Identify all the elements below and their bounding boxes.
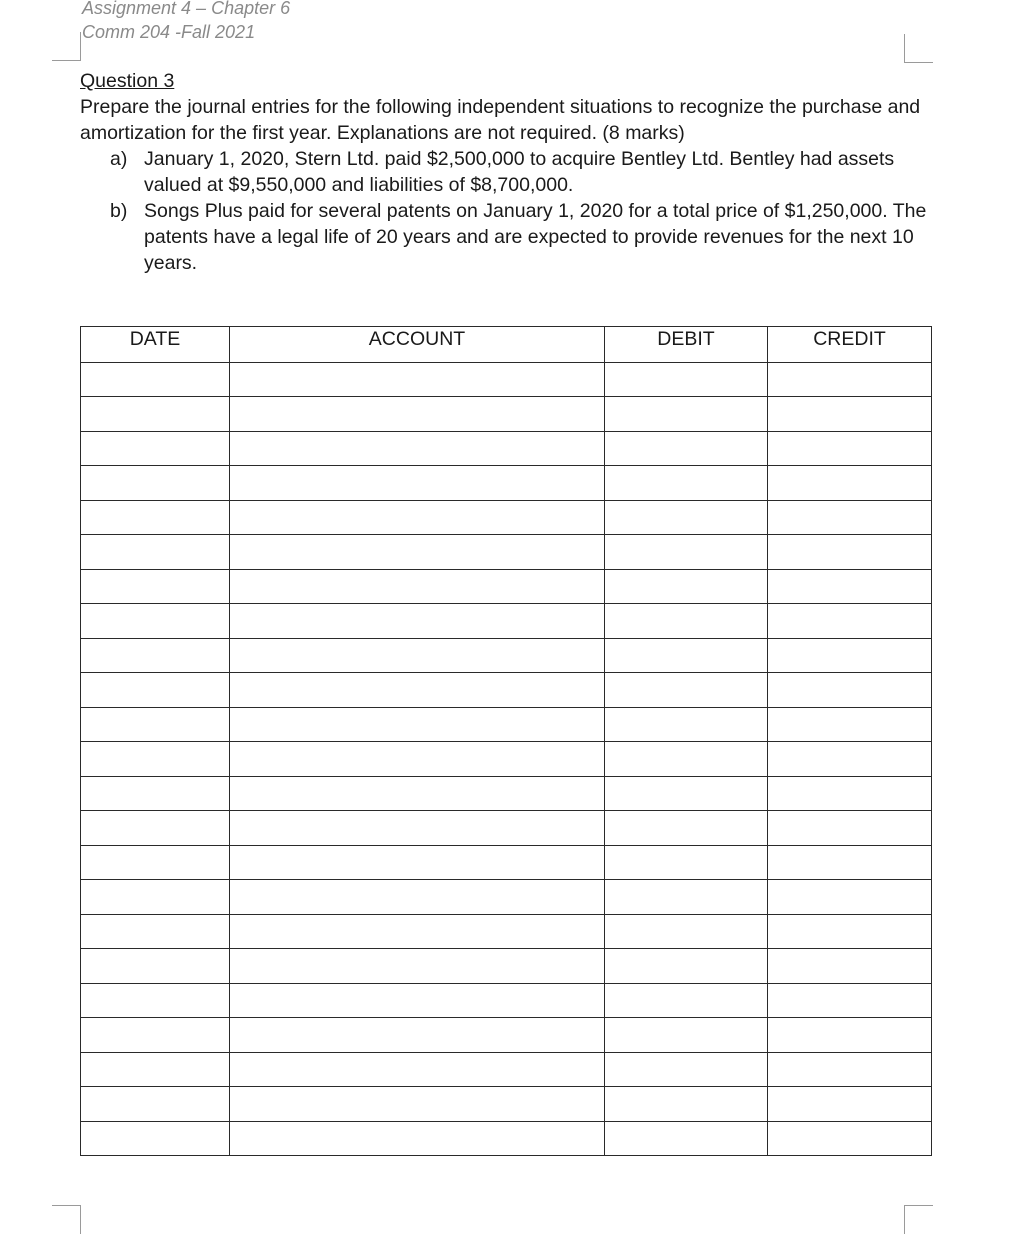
column-header-credit: CREDIT <box>768 327 932 363</box>
account-cell[interactable] <box>230 1018 605 1053</box>
account-cell[interactable] <box>230 1121 605 1156</box>
debit-cell[interactable] <box>605 569 768 604</box>
debit-cell[interactable] <box>605 742 768 777</box>
date-cell[interactable] <box>81 604 230 639</box>
account-cell[interactable] <box>230 431 605 466</box>
crop-mark-bottom-right <box>904 1205 933 1234</box>
account-cell[interactable] <box>230 845 605 880</box>
credit-cell[interactable] <box>768 776 932 811</box>
table-row <box>81 845 932 880</box>
credit-cell[interactable] <box>768 604 932 639</box>
credit-cell[interactable] <box>768 431 932 466</box>
date-cell[interactable] <box>81 673 230 708</box>
credit-cell[interactable] <box>768 397 932 432</box>
date-cell[interactable] <box>81 914 230 949</box>
debit-cell[interactable] <box>605 1052 768 1087</box>
table-row <box>81 914 932 949</box>
assignment-title: Assignment 4 – Chapter 6 <box>82 0 291 18</box>
account-cell[interactable] <box>230 397 605 432</box>
question-item-a <box>80 146 930 198</box>
account-cell[interactable] <box>230 535 605 570</box>
credit-cell[interactable] <box>768 673 932 708</box>
credit-cell[interactable] <box>768 983 932 1018</box>
date-cell[interactable] <box>81 638 230 673</box>
credit-cell[interactable] <box>768 500 932 535</box>
debit-cell[interactable] <box>605 811 768 846</box>
item-text: Songs Plus paid for several patents on January 1, 2020 for a total price of $1,250,000. The patents have a legal life of 20 years and are expected to provide revenues for the next 10 years. <box>144 200 927 274</box>
item-marker: a) <box>110 148 128 170</box>
table-row <box>81 569 932 604</box>
table-row <box>81 673 932 708</box>
debit-cell[interactable] <box>605 776 768 811</box>
credit-cell[interactable] <box>768 535 932 570</box>
table-row <box>81 776 932 811</box>
table-row <box>81 983 932 1018</box>
debit-cell[interactable] <box>605 914 768 949</box>
debit-cell[interactable] <box>605 1018 768 1053</box>
account-cell[interactable] <box>230 362 605 397</box>
date-cell[interactable] <box>81 845 230 880</box>
date-cell[interactable] <box>81 983 230 1018</box>
account-cell[interactable] <box>230 569 605 604</box>
table-row <box>81 811 932 846</box>
table-row <box>81 1018 932 1053</box>
table-header-row <box>81 327 932 363</box>
date-cell[interactable] <box>81 742 230 777</box>
credit-cell[interactable] <box>768 811 932 846</box>
debit-cell[interactable] <box>605 466 768 501</box>
date-cell[interactable] <box>81 397 230 432</box>
credit-cell[interactable] <box>768 914 932 949</box>
credit-cell[interactable] <box>768 1052 932 1087</box>
table-row <box>81 638 932 673</box>
column-header-debit: DEBIT <box>605 327 768 363</box>
journal-body <box>81 362 932 1156</box>
table-row <box>81 1052 932 1087</box>
date-cell[interactable] <box>81 500 230 535</box>
account-cell[interactable] <box>230 707 605 742</box>
credit-cell[interactable] <box>768 638 932 673</box>
credit-cell[interactable] <box>768 845 932 880</box>
account-cell[interactable] <box>230 604 605 639</box>
table-row <box>81 1087 932 1122</box>
debit-cell[interactable] <box>605 638 768 673</box>
column-header-account: ACCOUNT <box>230 327 605 363</box>
journal-entry-table <box>80 326 932 1156</box>
question-item-b <box>80 198 930 276</box>
credit-cell[interactable] <box>768 949 932 984</box>
debit-cell[interactable] <box>605 1087 768 1122</box>
crop-mark-bottom-left <box>52 1205 81 1234</box>
credit-cell[interactable] <box>768 1087 932 1122</box>
credit-cell[interactable] <box>768 569 932 604</box>
debit-cell[interactable] <box>605 880 768 915</box>
debit-cell[interactable] <box>605 845 768 880</box>
account-cell[interactable] <box>230 500 605 535</box>
table-row <box>81 880 932 915</box>
table-row <box>81 949 932 984</box>
crop-mark-top-left <box>52 32 81 61</box>
account-cell[interactable] <box>230 466 605 501</box>
account-cell[interactable] <box>230 638 605 673</box>
table-row <box>81 535 932 570</box>
date-cell[interactable] <box>81 466 230 501</box>
date-cell[interactable] <box>81 707 230 742</box>
account-cell[interactable] <box>230 1087 605 1122</box>
date-cell[interactable] <box>81 776 230 811</box>
table-row <box>81 466 932 501</box>
account-cell[interactable] <box>230 949 605 984</box>
debit-cell[interactable] <box>605 431 768 466</box>
table-row <box>81 500 932 535</box>
question-items <box>80 146 930 276</box>
credit-cell[interactable] <box>768 362 932 397</box>
credit-cell[interactable] <box>768 1121 932 1156</box>
date-cell[interactable] <box>81 1121 230 1156</box>
column-header-date: DATE <box>81 327 230 363</box>
date-cell[interactable] <box>81 535 230 570</box>
date-cell[interactable] <box>81 880 230 915</box>
table-row <box>81 1121 932 1156</box>
debit-cell[interactable] <box>605 949 768 984</box>
account-cell[interactable] <box>230 880 605 915</box>
debit-cell[interactable] <box>605 983 768 1018</box>
credit-cell[interactable] <box>768 466 932 501</box>
debit-cell[interactable] <box>605 1121 768 1156</box>
debit-cell[interactable] <box>605 535 768 570</box>
question-section <box>80 68 930 276</box>
date-cell[interactable] <box>81 1018 230 1053</box>
item-marker: b) <box>110 200 128 222</box>
account-cell[interactable] <box>230 673 605 708</box>
table-row <box>81 362 932 397</box>
date-cell[interactable] <box>81 811 230 846</box>
table-row <box>81 604 932 639</box>
date-cell[interactable] <box>81 362 230 397</box>
account-cell[interactable] <box>230 776 605 811</box>
credit-cell[interactable] <box>768 742 932 777</box>
debit-cell[interactable] <box>605 362 768 397</box>
debit-cell[interactable] <box>605 500 768 535</box>
table-row <box>81 397 932 432</box>
date-cell[interactable] <box>81 569 230 604</box>
crop-mark-top-right <box>904 34 933 63</box>
date-cell[interactable] <box>81 1087 230 1122</box>
table-row <box>81 431 932 466</box>
account-cell[interactable] <box>230 914 605 949</box>
question-intro: Prepare the journal entries for the following independent situations to recognize the purchase and amortization for the first year. Explanations are not required. (8 marks) <box>80 96 921 144</box>
course-term: Comm 204 -Fall 2021 <box>82 22 256 42</box>
account-cell[interactable] <box>230 811 605 846</box>
debit-cell[interactable] <box>605 673 768 708</box>
debit-cell[interactable] <box>605 604 768 639</box>
table-row <box>81 742 932 777</box>
debit-cell[interactable] <box>605 397 768 432</box>
account-cell[interactable] <box>230 742 605 777</box>
document-header <box>82 0 290 44</box>
date-cell[interactable] <box>81 431 230 466</box>
date-cell[interactable] <box>81 949 230 984</box>
credit-cell[interactable] <box>768 880 932 915</box>
table-row <box>81 707 932 742</box>
account-cell[interactable] <box>230 1052 605 1087</box>
date-cell[interactable] <box>81 1052 230 1087</box>
debit-cell[interactable] <box>605 707 768 742</box>
item-text: January 1, 2020, Stern Ltd. paid $2,500,000 to acquire Bentley Ltd. Bentley had assets valued at $9,550,000 and liabilities of $8,700,000. <box>144 148 895 196</box>
credit-cell[interactable] <box>768 1018 932 1053</box>
credit-cell[interactable] <box>768 707 932 742</box>
account-cell[interactable] <box>230 983 605 1018</box>
question-title: Question 3 <box>80 70 175 92</box>
